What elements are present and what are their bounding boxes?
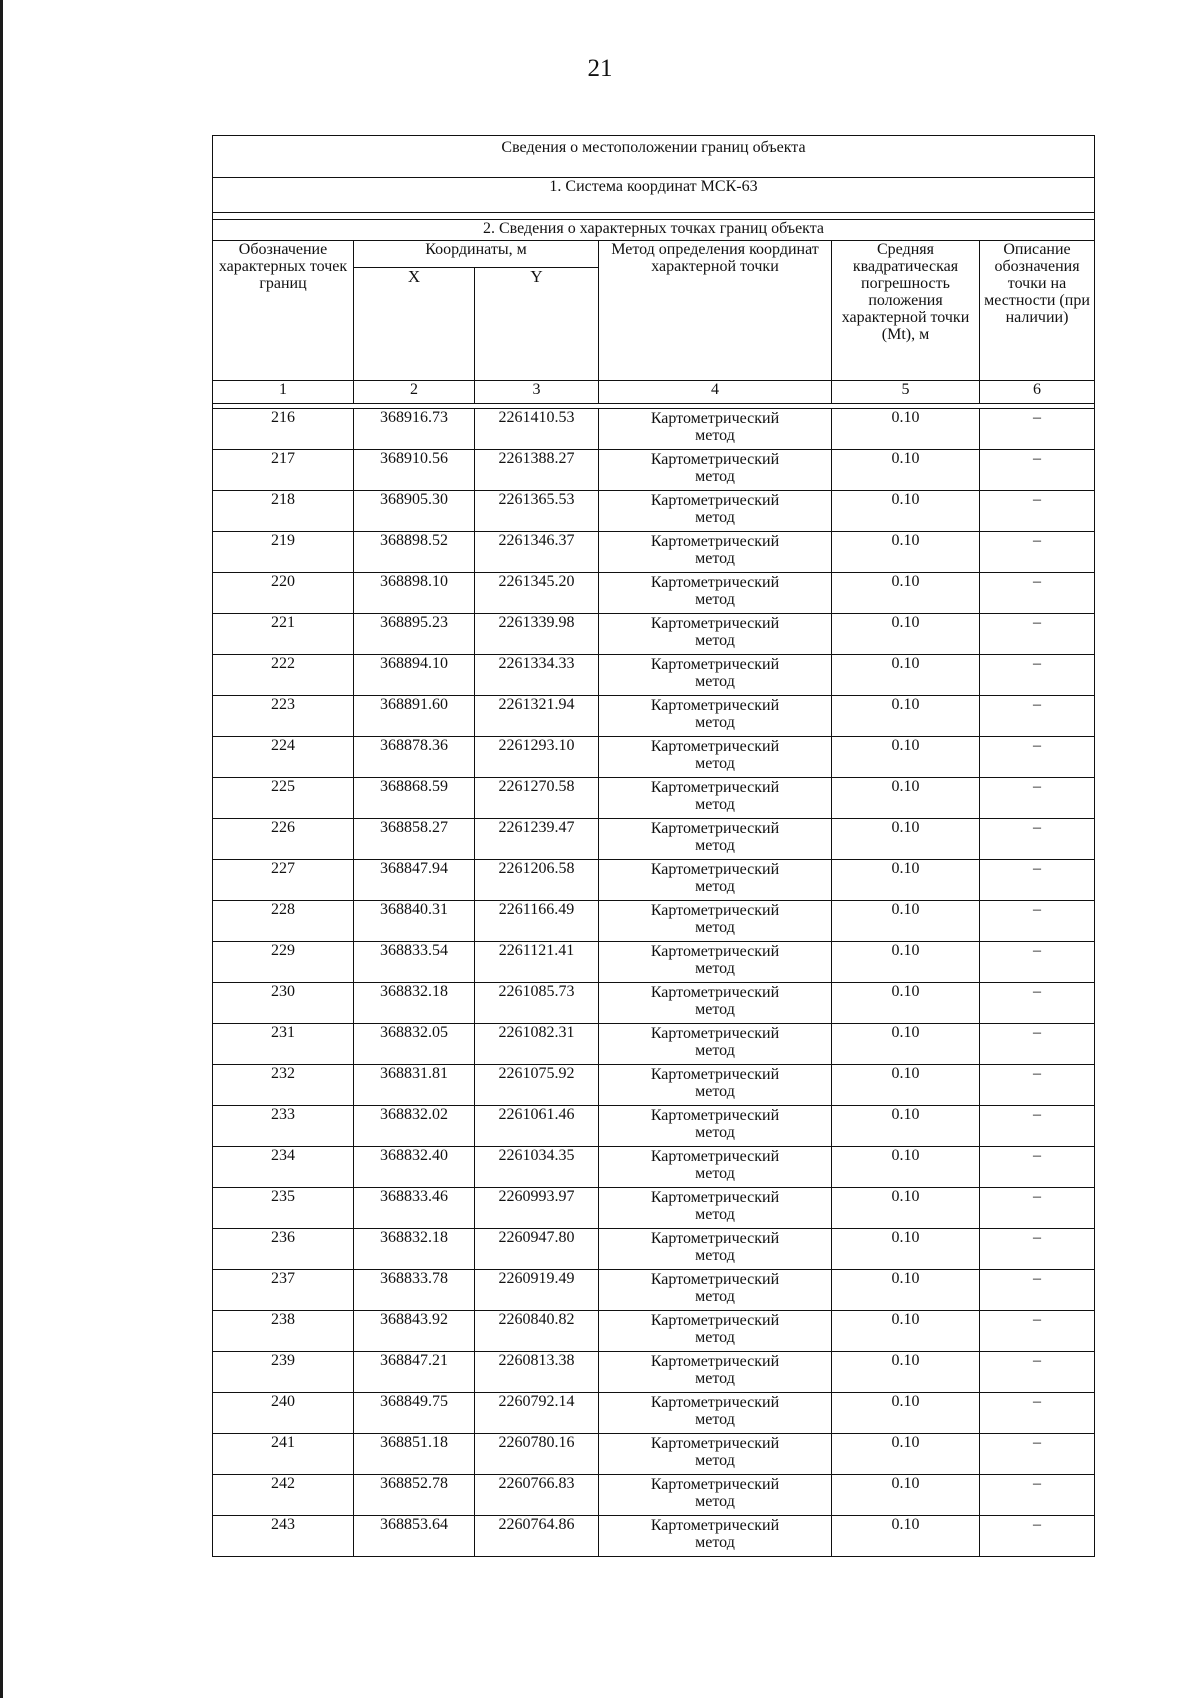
- x-coordinate-cell: 368833.78: [354, 1270, 475, 1311]
- table-row: [213, 1188, 1095, 1229]
- method-line-2: метод: [695, 1288, 735, 1305]
- error-cell: 0.10: [832, 614, 980, 655]
- method-cell: [599, 1516, 832, 1557]
- method-cell: [599, 1311, 832, 1352]
- description-cell: –: [980, 860, 1095, 901]
- method-line-2: метод: [695, 673, 735, 690]
- error-cell: 0.10: [832, 1311, 980, 1352]
- header-error: Средняя квадратическая погрешность положения характерной точки (Mt), м: [832, 241, 980, 381]
- point-id-cell: 222: [213, 655, 354, 696]
- method-cell: [599, 409, 832, 450]
- method-line-2: метод: [695, 1247, 735, 1264]
- method-line-1: Картометрический: [650, 738, 780, 755]
- table-row: [213, 1516, 1095, 1557]
- method-line-1: Картометрический: [650, 943, 780, 960]
- description-cell: –: [980, 1065, 1095, 1106]
- method-cell: [599, 1393, 832, 1434]
- description-cell: –: [980, 573, 1095, 614]
- point-id-cell: 243: [213, 1516, 354, 1557]
- method-line-2: метод: [695, 1452, 735, 1469]
- method-line-1: Картометрический: [650, 615, 780, 632]
- method-line-2: метод: [695, 1493, 735, 1510]
- table-row: [213, 1065, 1095, 1106]
- y-coordinate-cell: 2260764.86: [475, 1516, 599, 1557]
- column-number: 5: [832, 381, 980, 404]
- method-line-2: метод: [695, 919, 735, 936]
- points-section-title: 2. Сведения о характерных точках границ объекта: [213, 220, 1095, 241]
- method-line-1: Картометрический: [650, 984, 780, 1001]
- table-row: [213, 532, 1095, 573]
- point-id-cell: 239: [213, 1352, 354, 1393]
- method-line-1: Картометрический: [650, 656, 780, 673]
- description-cell: –: [980, 655, 1095, 696]
- method-line-1: Картометрический: [650, 1230, 780, 1247]
- method-cell: [599, 532, 832, 573]
- x-coordinate-cell: 368898.52: [354, 532, 475, 573]
- method-cell: [599, 655, 832, 696]
- method-line-1: Картометрический: [650, 1435, 780, 1452]
- method-line-2: метод: [695, 1083, 735, 1100]
- description-cell: –: [980, 696, 1095, 737]
- error-cell: 0.10: [832, 819, 980, 860]
- table-row: [213, 1229, 1095, 1270]
- method-line-1: Картометрический: [650, 410, 780, 427]
- table-row: [213, 1270, 1095, 1311]
- x-coordinate-cell: 368832.18: [354, 1229, 475, 1270]
- point-id-cell: 230: [213, 983, 354, 1024]
- description-cell: –: [980, 1475, 1095, 1516]
- point-id-cell: 226: [213, 819, 354, 860]
- method-cell: [599, 1352, 832, 1393]
- header-method: Метод определения координат характерной точки: [599, 241, 832, 381]
- method-cell: [599, 778, 832, 819]
- error-cell: 0.10: [832, 532, 980, 573]
- method-line-2: метод: [695, 1165, 735, 1182]
- error-cell: 0.10: [832, 860, 980, 901]
- point-id-cell: 227: [213, 860, 354, 901]
- method-line-2: метод: [695, 960, 735, 977]
- method-line-2: метод: [695, 796, 735, 813]
- y-coordinate-cell: 2261293.10: [475, 737, 599, 778]
- table-row: [213, 901, 1095, 942]
- table-title: Сведения о местоположении границ объекта: [213, 136, 1095, 178]
- method-cell: [599, 1229, 832, 1270]
- page-number: 21: [587, 55, 613, 82]
- method-line-1: Картометрический: [650, 820, 780, 837]
- method-line-1: Картометрический: [650, 1517, 780, 1534]
- y-coordinate-cell: 2260766.83: [475, 1475, 599, 1516]
- y-coordinate-cell: 2261346.37: [475, 532, 599, 573]
- table-row: [213, 1147, 1095, 1188]
- point-id-cell: 228: [213, 901, 354, 942]
- description-cell: –: [980, 614, 1095, 655]
- error-cell: 0.10: [832, 491, 980, 532]
- x-coordinate-cell: 368832.40: [354, 1147, 475, 1188]
- error-cell: 0.10: [832, 409, 980, 450]
- point-id-cell: 225: [213, 778, 354, 819]
- x-coordinate-cell: 368847.94: [354, 860, 475, 901]
- description-cell: –: [980, 1147, 1095, 1188]
- y-coordinate-cell: 2261321.94: [475, 696, 599, 737]
- table-row: [213, 737, 1095, 778]
- point-id-cell: 233: [213, 1106, 354, 1147]
- error-cell: 0.10: [832, 1106, 980, 1147]
- y-coordinate-cell: 2261061.46: [475, 1106, 599, 1147]
- x-coordinate-cell: 368832.18: [354, 983, 475, 1024]
- x-coordinate-cell: 368916.73: [354, 409, 475, 450]
- x-coordinate-cell: 368898.10: [354, 573, 475, 614]
- description-cell: –: [980, 491, 1095, 532]
- x-coordinate-cell: 368843.92: [354, 1311, 475, 1352]
- error-cell: 0.10: [832, 1229, 980, 1270]
- method-line-2: метод: [695, 1411, 735, 1428]
- method-line-1: Картометрический: [650, 1353, 780, 1370]
- method-line-2: метод: [695, 878, 735, 895]
- point-id-cell: 240: [213, 1393, 354, 1434]
- error-cell: 0.10: [832, 1475, 980, 1516]
- error-cell: 0.10: [832, 778, 980, 819]
- point-id-cell: 224: [213, 737, 354, 778]
- x-coordinate-cell: 368833.46: [354, 1188, 475, 1229]
- method-cell: [599, 1065, 832, 1106]
- description-cell: –: [980, 1024, 1095, 1065]
- table-row: [213, 942, 1095, 983]
- x-coordinate-cell: 368853.64: [354, 1516, 475, 1557]
- error-cell: 0.10: [832, 1024, 980, 1065]
- y-coordinate-cell: 2261270.58: [475, 778, 599, 819]
- error-cell: 0.10: [832, 450, 980, 491]
- method-line-2: метод: [695, 1534, 735, 1551]
- page-edge-rule: [0, 0, 3, 1698]
- column-number: 2: [354, 381, 475, 404]
- method-line-1: Картометрический: [650, 1148, 780, 1165]
- method-line-2: метод: [695, 1329, 735, 1346]
- header-coordinates: Координаты, м: [354, 241, 599, 268]
- error-cell: 0.10: [832, 1393, 980, 1434]
- method-cell: [599, 573, 832, 614]
- point-id-cell: 219: [213, 532, 354, 573]
- header-designation: Обозначение характерных точек границ: [213, 241, 354, 381]
- method-line-1: Картометрический: [650, 1476, 780, 1493]
- point-id-cell: 235: [213, 1188, 354, 1229]
- method-line-1: Картометрический: [650, 1394, 780, 1411]
- method-cell: [599, 450, 832, 491]
- point-id-cell: 238: [213, 1311, 354, 1352]
- method-cell: [599, 819, 832, 860]
- x-coordinate-cell: 368905.30: [354, 491, 475, 532]
- error-cell: 0.10: [832, 737, 980, 778]
- y-coordinate-cell: 2261410.53: [475, 409, 599, 450]
- description-cell: –: [980, 1434, 1095, 1475]
- method-line-2: метод: [695, 837, 735, 854]
- y-coordinate-cell: 2261121.41: [475, 942, 599, 983]
- description-cell: –: [980, 819, 1095, 860]
- y-coordinate-cell: 2260792.14: [475, 1393, 599, 1434]
- y-coordinate-cell: 2260780.16: [475, 1434, 599, 1475]
- method-line-1: Картометрический: [650, 861, 780, 878]
- point-id-cell: 234: [213, 1147, 354, 1188]
- method-cell: [599, 614, 832, 655]
- column-number: 6: [980, 381, 1095, 404]
- error-cell: 0.10: [832, 1065, 980, 1106]
- description-cell: –: [980, 901, 1095, 942]
- point-id-cell: 223: [213, 696, 354, 737]
- table-row: [213, 655, 1095, 696]
- method-cell: [599, 737, 832, 778]
- y-coordinate-cell: 2261034.35: [475, 1147, 599, 1188]
- point-id-cell: 241: [213, 1434, 354, 1475]
- point-id-cell: 236: [213, 1229, 354, 1270]
- header-x: X: [354, 268, 475, 381]
- description-cell: –: [980, 409, 1095, 450]
- method-line-1: Картометрический: [650, 533, 780, 550]
- method-line-1: Картометрический: [650, 492, 780, 509]
- x-coordinate-cell: 368894.10: [354, 655, 475, 696]
- description-cell: –: [980, 1270, 1095, 1311]
- error-cell: 0.10: [832, 942, 980, 983]
- description-cell: –: [980, 983, 1095, 1024]
- y-coordinate-cell: 2261085.73: [475, 983, 599, 1024]
- method-cell: [599, 1434, 832, 1475]
- y-coordinate-cell: 2261339.98: [475, 614, 599, 655]
- method-line-1: Картометрический: [650, 1025, 780, 1042]
- error-cell: 0.10: [832, 1352, 980, 1393]
- method-line-1: Картометрический: [650, 574, 780, 591]
- point-id-cell: 217: [213, 450, 354, 491]
- boundary-points-table: [212, 135, 1095, 1557]
- table-row: [213, 1024, 1095, 1065]
- method-cell: [599, 901, 832, 942]
- x-coordinate-cell: 368840.31: [354, 901, 475, 942]
- description-cell: –: [980, 942, 1095, 983]
- error-cell: 0.10: [832, 1270, 980, 1311]
- method-line-1: Картометрический: [650, 1066, 780, 1083]
- table-row: [213, 1475, 1095, 1516]
- y-coordinate-cell: 2260947.80: [475, 1229, 599, 1270]
- method-cell: [599, 1024, 832, 1065]
- method-line-1: Картометрический: [650, 1189, 780, 1206]
- table-row: [213, 1393, 1095, 1434]
- table-row: [213, 1352, 1095, 1393]
- method-line-1: Картометрический: [650, 451, 780, 468]
- method-line-2: метод: [695, 591, 735, 608]
- table-row: [213, 983, 1095, 1024]
- method-line-2: метод: [695, 632, 735, 649]
- x-coordinate-cell: 368832.05: [354, 1024, 475, 1065]
- description-cell: –: [980, 1188, 1095, 1229]
- point-id-cell: 232: [213, 1065, 354, 1106]
- point-id-cell: 242: [213, 1475, 354, 1516]
- method-cell: [599, 1106, 832, 1147]
- table-row: [213, 1106, 1095, 1147]
- table-row: [213, 778, 1095, 819]
- y-coordinate-cell: 2260840.82: [475, 1311, 599, 1352]
- y-coordinate-cell: 2261334.33: [475, 655, 599, 696]
- table-row: [213, 1434, 1095, 1475]
- x-coordinate-cell: 368833.54: [354, 942, 475, 983]
- description-cell: –: [980, 1352, 1095, 1393]
- description-cell: –: [980, 778, 1095, 819]
- table-row: [213, 450, 1095, 491]
- y-coordinate-cell: 2261082.31: [475, 1024, 599, 1065]
- y-coordinate-cell: 2261239.47: [475, 819, 599, 860]
- table-row: [213, 1311, 1095, 1352]
- method-cell: [599, 1270, 832, 1311]
- point-id-cell: 221: [213, 614, 354, 655]
- method-cell: [599, 942, 832, 983]
- description-cell: –: [980, 1106, 1095, 1147]
- error-cell: 0.10: [832, 1434, 980, 1475]
- x-coordinate-cell: 368832.02: [354, 1106, 475, 1147]
- table-row: [213, 696, 1095, 737]
- y-coordinate-cell: 2260919.49: [475, 1270, 599, 1311]
- table-row: [213, 409, 1095, 450]
- coordinate-system: 1. Система координат МСК-63: [213, 178, 1095, 213]
- x-coordinate-cell: 368868.59: [354, 778, 475, 819]
- method-line-2: метод: [695, 755, 735, 772]
- x-coordinate-cell: 368895.23: [354, 614, 475, 655]
- method-line-2: метод: [695, 509, 735, 526]
- error-cell: 0.10: [832, 655, 980, 696]
- x-coordinate-cell: 368910.56: [354, 450, 475, 491]
- method-line-1: Картометрический: [650, 1271, 780, 1288]
- error-cell: 0.10: [832, 696, 980, 737]
- header-y: Y: [475, 268, 599, 381]
- column-number: 3: [475, 381, 599, 404]
- method-line-1: Картометрический: [650, 1312, 780, 1329]
- method-line-2: метод: [695, 1042, 735, 1059]
- method-line-1: Картометрический: [650, 697, 780, 714]
- table-row: [213, 491, 1095, 532]
- method-line-1: Картометрический: [650, 779, 780, 796]
- table-row: [213, 860, 1095, 901]
- method-cell: [599, 491, 832, 532]
- method-line-2: метод: [695, 1370, 735, 1387]
- description-cell: –: [980, 737, 1095, 778]
- description-cell: –: [980, 1311, 1095, 1352]
- description-cell: –: [980, 532, 1095, 573]
- method-cell: [599, 696, 832, 737]
- description-cell: –: [980, 1229, 1095, 1270]
- method-cell: [599, 1188, 832, 1229]
- column-number: 1: [213, 381, 354, 404]
- y-coordinate-cell: 2261365.53: [475, 491, 599, 532]
- y-coordinate-cell: 2260813.38: [475, 1352, 599, 1393]
- y-coordinate-cell: 2261388.27: [475, 450, 599, 491]
- error-cell: 0.10: [832, 983, 980, 1024]
- method-cell: [599, 860, 832, 901]
- method-line-2: метод: [695, 714, 735, 731]
- point-id-cell: 229: [213, 942, 354, 983]
- error-cell: 0.10: [832, 1516, 980, 1557]
- method-cell: [599, 1475, 832, 1516]
- error-cell: 0.10: [832, 573, 980, 614]
- column-number: 4: [599, 381, 832, 404]
- point-id-cell: 237: [213, 1270, 354, 1311]
- method-line-1: Картометрический: [650, 1107, 780, 1124]
- error-cell: 0.10: [832, 901, 980, 942]
- y-coordinate-cell: 2260993.97: [475, 1188, 599, 1229]
- x-coordinate-cell: 368831.81: [354, 1065, 475, 1106]
- description-cell: –: [980, 1393, 1095, 1434]
- error-cell: 0.10: [832, 1147, 980, 1188]
- point-id-cell: 216: [213, 409, 354, 450]
- x-coordinate-cell: 368878.36: [354, 737, 475, 778]
- method-cell: [599, 983, 832, 1024]
- y-coordinate-cell: 2261345.20: [475, 573, 599, 614]
- table-row: [213, 573, 1095, 614]
- description-cell: –: [980, 1516, 1095, 1557]
- table-row: [213, 614, 1095, 655]
- method-line-2: метод: [695, 468, 735, 485]
- x-coordinate-cell: 368849.75: [354, 1393, 475, 1434]
- point-id-cell: 231: [213, 1024, 354, 1065]
- method-cell: [599, 1147, 832, 1188]
- x-coordinate-cell: 368851.18: [354, 1434, 475, 1475]
- y-coordinate-cell: 2261075.92: [475, 1065, 599, 1106]
- point-id-cell: 218: [213, 491, 354, 532]
- y-coordinate-cell: 2261206.58: [475, 860, 599, 901]
- method-line-2: метод: [695, 550, 735, 567]
- y-coordinate-cell: 2261166.49: [475, 901, 599, 942]
- x-coordinate-cell: 368847.21: [354, 1352, 475, 1393]
- method-line-2: метод: [695, 1206, 735, 1223]
- x-coordinate-cell: 368891.60: [354, 696, 475, 737]
- description-cell: –: [980, 450, 1095, 491]
- method-line-2: метод: [695, 1001, 735, 1018]
- error-cell: 0.10: [832, 1188, 980, 1229]
- table-row: [213, 819, 1095, 860]
- header-description: Описание обозначения точки на местности (при наличии): [980, 241, 1095, 381]
- method-line-1: Картометрический: [650, 902, 780, 919]
- x-coordinate-cell: 368858.27: [354, 819, 475, 860]
- method-line-2: метод: [695, 1124, 735, 1141]
- method-line-2: метод: [695, 427, 735, 444]
- point-id-cell: 220: [213, 573, 354, 614]
- x-coordinate-cell: 368852.78: [354, 1475, 475, 1516]
